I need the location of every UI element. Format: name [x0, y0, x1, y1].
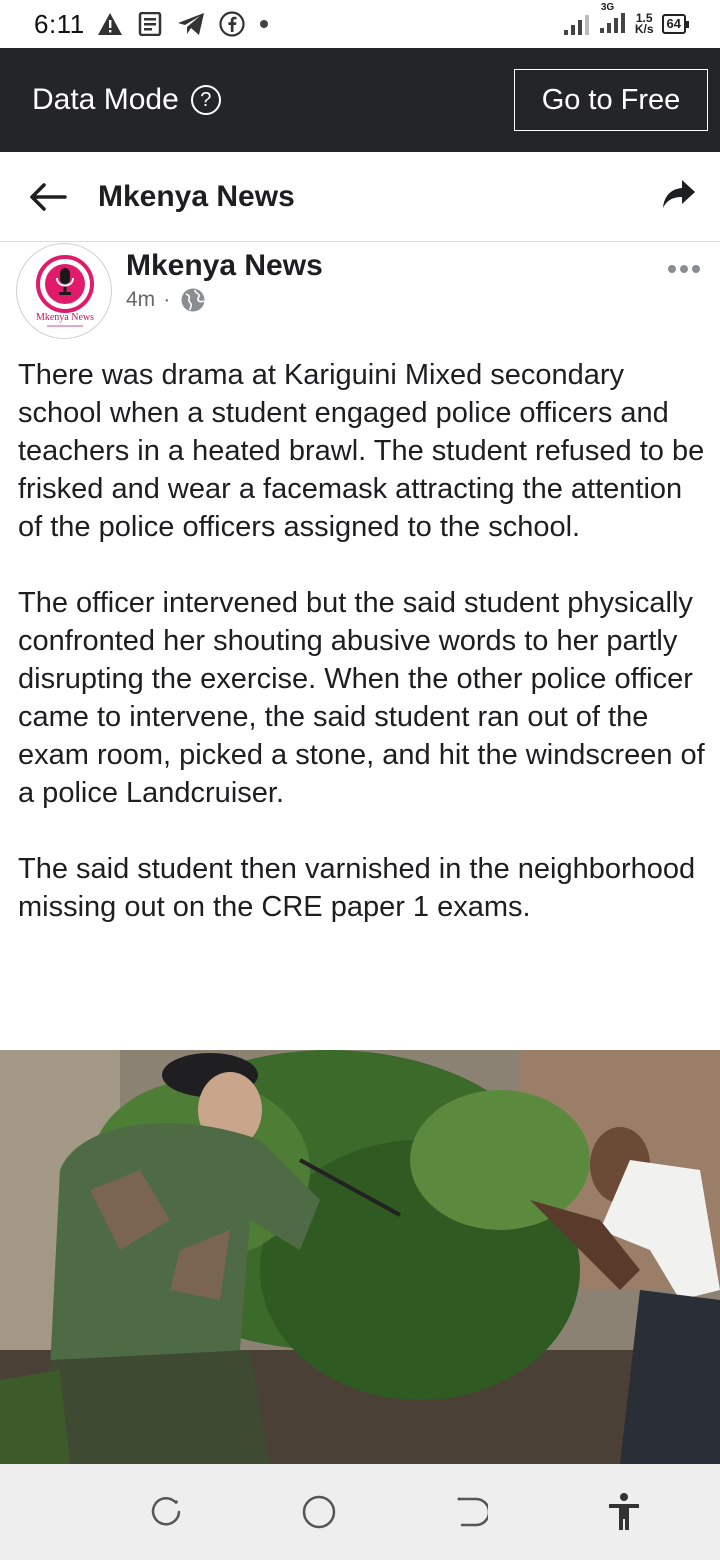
status-bar — [0, 0, 720, 48]
globe-icon — [180, 287, 206, 313]
system-nav-bar — [0, 1464, 720, 1560]
question-circle-icon[interactable]: ? — [191, 85, 221, 115]
avatar-caption: Mkenya News — [35, 312, 95, 323]
post-paragraph-2: The officer intervened but the said student physically confronted her shouting abusive words to her partly disrupting the exercise. When the other police officer came to intervene, the said student ran out of the exam room, picked a stone, and hit the windscreen of a police Landcruiser. — [18, 587, 705, 809]
signal-3g-icon — [599, 10, 627, 34]
arrow-left-icon[interactable] — [28, 177, 68, 217]
network-type: 3G — [600, 1, 615, 13]
post-paragraph-3: The said student then varnished in the neighborhood missing out on the CRE paper 1 exams. — [18, 853, 696, 923]
status-right — [563, 1, 686, 39]
post-meta — [126, 287, 206, 313]
avatar[interactable] — [16, 243, 112, 339]
net-speed-unit: K/s — [634, 22, 654, 36]
facebook-icon — [219, 11, 245, 37]
nav-back-icon[interactable] — [441, 1482, 501, 1542]
share-arrow-icon[interactable] — [662, 178, 696, 215]
recents-icon[interactable] — [136, 1482, 196, 1542]
news-icon — [137, 12, 163, 36]
more-options-icon[interactable] — [668, 265, 700, 273]
page-header — [0, 152, 720, 242]
mkenya-news-logo — [17, 244, 112, 339]
post-photo[interactable] — [0, 1050, 720, 1464]
battery-indicator: 64 — [662, 14, 686, 34]
data-mode-bar — [0, 48, 720, 152]
accessibility-icon[interactable] — [594, 1482, 654, 1542]
warning-icon — [97, 12, 123, 36]
net-speed-value: 1.5 — [635, 11, 653, 25]
post-time[interactable]: 4m — [126, 288, 156, 311]
author-name[interactable]: Mkenya News — [126, 249, 323, 282]
status-time: 6:11 — [34, 8, 85, 39]
go-to-free-button[interactable]: Go to Free — [514, 69, 708, 131]
post-paragraph-1: There was drama at Kariguini Mixed secondary school when a student engaged police officers and teachers in a heated brawl. The student refused to be frisked and wear a facemask attracting the attention of the police officers assigned to the school. — [18, 359, 705, 543]
data-mode-label: Data Mode — [32, 83, 179, 116]
post-header — [0, 243, 720, 343]
net-speed — [635, 13, 654, 35]
telegram-icon — [177, 12, 205, 36]
post-body — [18, 356, 708, 964]
dot-icon — [259, 19, 269, 29]
page-title: Mkenya News — [98, 179, 295, 213]
meta-separator: · — [163, 288, 171, 311]
photo-scene — [0, 1050, 720, 1464]
notification-icons — [97, 11, 269, 37]
signal-3g — [599, 1, 627, 39]
home-circle-icon[interactable] — [289, 1482, 349, 1542]
signal-icon — [563, 12, 591, 36]
